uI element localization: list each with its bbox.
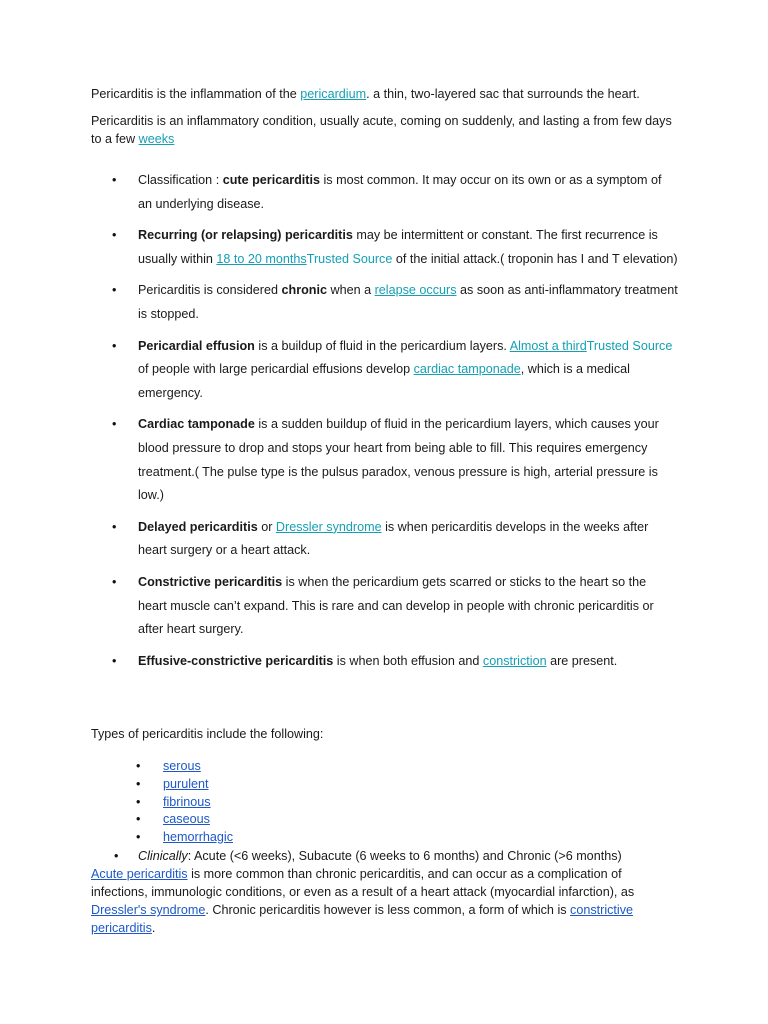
weeks-link[interactable]: weeks: [138, 132, 175, 146]
bold-term: Cardiac tamponade: [138, 417, 255, 432]
text: : Acute (<6 weeks), Subacute (6 weeks to 6 months) and Chronic (>6 months): [187, 849, 622, 863]
list-item: [136, 829, 676, 847]
types-list: [136, 758, 676, 847]
text: Classification :: [138, 173, 223, 187]
text: may be intermittent or constant. The first recurrence is usually within: [138, 228, 658, 266]
purulent-link[interactable]: purulent: [163, 776, 209, 791]
text: are present.: [546, 653, 618, 668]
list-item: [136, 794, 676, 812]
text: is when both effusion and: [333, 653, 483, 668]
list-item: [112, 335, 678, 406]
list-item: [136, 776, 676, 794]
list-item: [112, 413, 678, 507]
text: , which is a medical emergency.: [138, 362, 630, 400]
text: .: [151, 921, 156, 935]
text: of the initial attack.( troponin has I and T elevation): [392, 251, 678, 266]
text: . Chronic pericarditis however is less common, a form of which is: [205, 903, 571, 917]
list-item: [112, 571, 678, 642]
text: is when the pericardium gets scarred or sticks to the heart so the heart muscle can’t expand. This is rare and can develop in people with chronic pericarditis or after heart surgery.: [138, 574, 654, 637]
text: Pericarditis is considered: [138, 283, 282, 298]
almost-a-third-link[interactable]: Almost a third: [509, 338, 587, 353]
list-item: [136, 811, 676, 829]
text: is when pericarditis develops in the weeks after heart surgery or a heart attack.: [138, 519, 649, 558]
constriction-link[interactable]: constriction: [482, 653, 547, 668]
list-item: [136, 758, 676, 776]
fibrinous-link[interactable]: fibrinous: [163, 794, 211, 809]
text: Pericarditis is an inflammatory condition, usually acute, coming on suddenly, and lasting a from few days to a few: [91, 114, 672, 146]
dressler-syndrome-link[interactable]: Dressler syndrome: [275, 519, 382, 534]
closing-paragraph: [91, 865, 676, 937]
text: is a buildup of fluid in the pericardium layers.: [254, 338, 510, 353]
constrictive-pericarditis-link[interactable]: constrictive pericarditis: [91, 903, 634, 935]
list-item: [112, 224, 678, 271]
bold-term: Constrictive pericarditis: [138, 574, 283, 589]
text: or: [257, 519, 276, 534]
hemorrhagic-link[interactable]: hemorrhagic: [163, 830, 233, 845]
text: when a: [327, 283, 375, 298]
text: Pericarditis is the inflammation of the: [91, 87, 301, 101]
acute-pericarditis-link[interactable]: Acute pericarditis: [91, 867, 188, 881]
text: of people with large pericardial effusions develop: [138, 362, 414, 377]
pericardium-link[interactable]: pericardium: [300, 87, 367, 101]
intro-paragraph-2: [91, 112, 676, 148]
months-link[interactable]: 18 to 20 months: [216, 251, 307, 266]
bold-term: Effusive-constrictive pericarditis: [138, 653, 334, 668]
cardiac-tamponade-link[interactable]: cardiac tamponade: [413, 362, 521, 377]
list-item: [112, 516, 678, 563]
bold-term: cute pericarditis: [222, 173, 320, 187]
list-item: [112, 650, 678, 674]
bold-term: Pericardial effusion: [138, 338, 255, 353]
text: is most common. It may occur on its own or as a symptom of an underlying disease.: [138, 173, 662, 211]
clinically-item: [114, 847, 674, 865]
trusted-source-link[interactable]: Trusted Source: [306, 251, 393, 266]
bold-term: chronic: [281, 283, 327, 298]
classification-list: [112, 169, 678, 673]
trusted-source-link[interactable]: Trusted Source: [586, 338, 673, 353]
bold-term: Recurring (or relapsing) pericarditis: [138, 228, 353, 243]
text: . a thin, two-layered sac that surrounds the heart.: [366, 87, 640, 101]
list-item: [112, 279, 678, 326]
clinically-label: Clinically: [138, 849, 188, 863]
caseous-link[interactable]: caseous: [163, 812, 210, 827]
text: is more common than chronic pericarditis, and can occur as a complication of infections, immunologic conditions, or even as a result of a heart attack (myocardial infarction), as: [91, 867, 635, 899]
intro-paragraph-1: [91, 85, 676, 103]
serous-link[interactable]: serous: [163, 759, 201, 773]
dresslers-syndrome-link[interactable]: Dressler's syndrome: [91, 903, 206, 917]
bold-term: Delayed pericarditis: [138, 519, 258, 534]
types-heading: Types of pericarditis include the following:: [91, 727, 324, 741]
text: as soon as anti-inflammatory treatment is stopped.: [138, 283, 678, 321]
list-item: [112, 169, 678, 216]
relapse-occurs-link[interactable]: relapse occurs: [374, 283, 457, 298]
text: is a sudden buildup of fluid in the pericardium layers, which causes your blood pressure to drop and stops your heart from being able to fill. This requires emergency treatment.( The pulse type is the pulsus paradox, venous pressure is high, arterial pressure is low.): [138, 417, 659, 503]
